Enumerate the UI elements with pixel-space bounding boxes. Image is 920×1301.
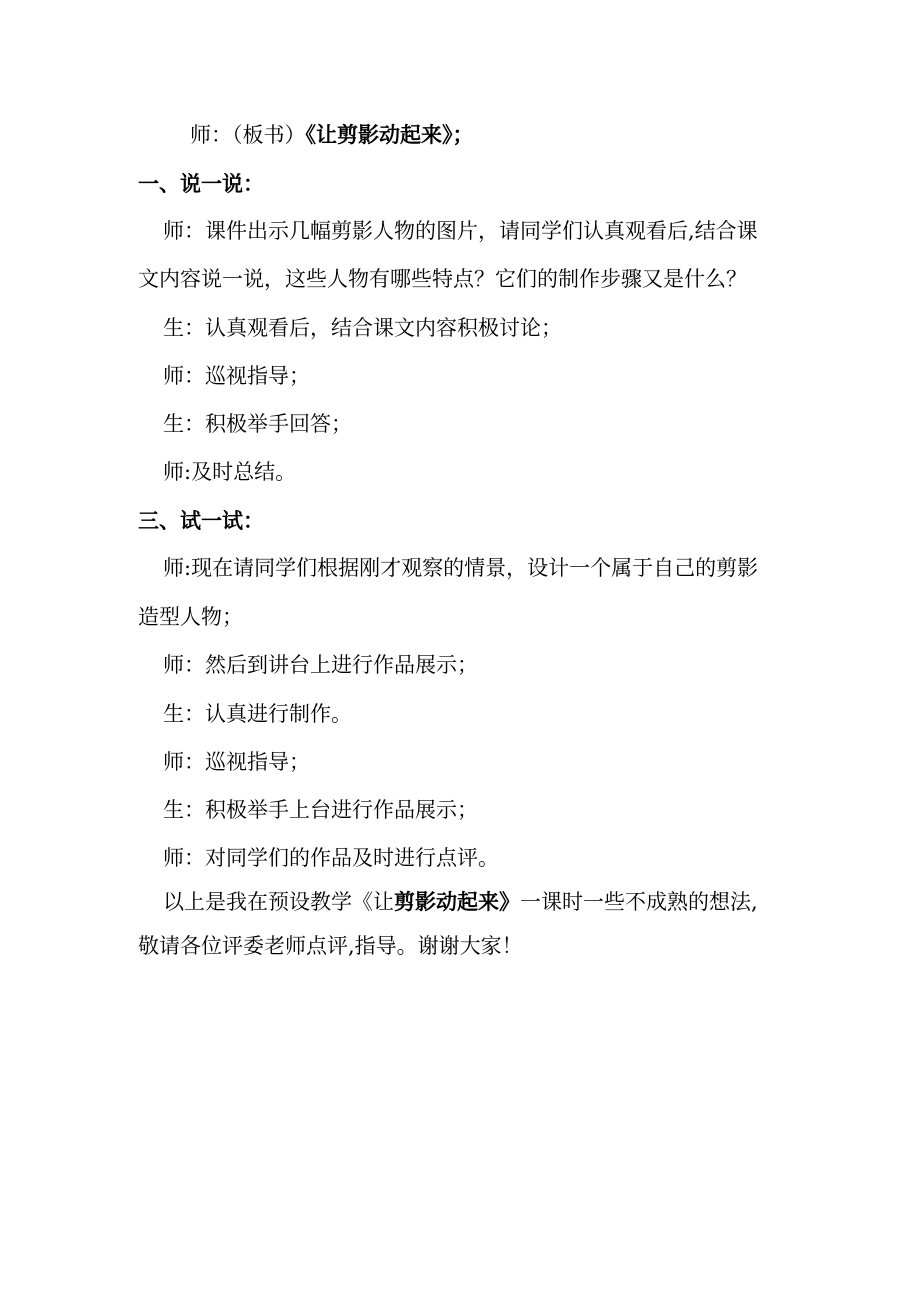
- dialogue-line: 师：对同学们的作品及时进行点评。: [163, 846, 499, 870]
- lesson-title: 《让剪影动起来》；: [305, 122, 474, 147]
- closing-line1: [163, 889, 813, 915]
- section-one-para-line2: 文内容说一说，这些人物有哪些特点？它们的制作步骤又是什么？: [138, 267, 747, 291]
- intro-line: [190, 122, 840, 148]
- dialogue-line: 生：积极举手回答；: [163, 412, 352, 436]
- dialogue-line: 师：巡视指导；: [163, 364, 310, 388]
- dialogue-line: 师:及时总结。: [163, 460, 297, 484]
- section-three-para-line1: 师:现在请同学们根据刚才观察的情景，设计一个属于自己的剪影: [163, 556, 759, 580]
- closing-bold-title: 剪影动起来》: [394, 889, 520, 914]
- dialogue-line: 生：积极举手上台进行作品展示；: [163, 798, 478, 822]
- section-three-para-line2: 造型人物；: [138, 605, 243, 629]
- intro-prefix: 师：（板书）: [190, 123, 306, 147]
- closing-part2: 一课时一些不成熟的想法,: [520, 890, 758, 914]
- dialogue-line: 生：认真观看后，结合课文内容积极讨论；: [163, 316, 562, 340]
- section-three-heading: 三、试一试：: [138, 508, 264, 533]
- dialogue-line: 师：巡视指导；: [163, 750, 310, 774]
- dialogue-line: 师：然后到讲台上进行作品展示；: [163, 653, 478, 677]
- closing-line2: 敬请各位评委老师点评,指导。谢谢大家！: [138, 934, 523, 958]
- section-one-heading: 一、说一说：: [138, 171, 264, 196]
- dialogue-line: 生：认真进行制作。: [163, 702, 352, 726]
- closing-part1: 以上是我在预设教学《让: [163, 890, 394, 914]
- section-one-para-line1: 师：课件出示几幅剪影人物的图片，请同学们认真观看后,结合课: [163, 219, 758, 243]
